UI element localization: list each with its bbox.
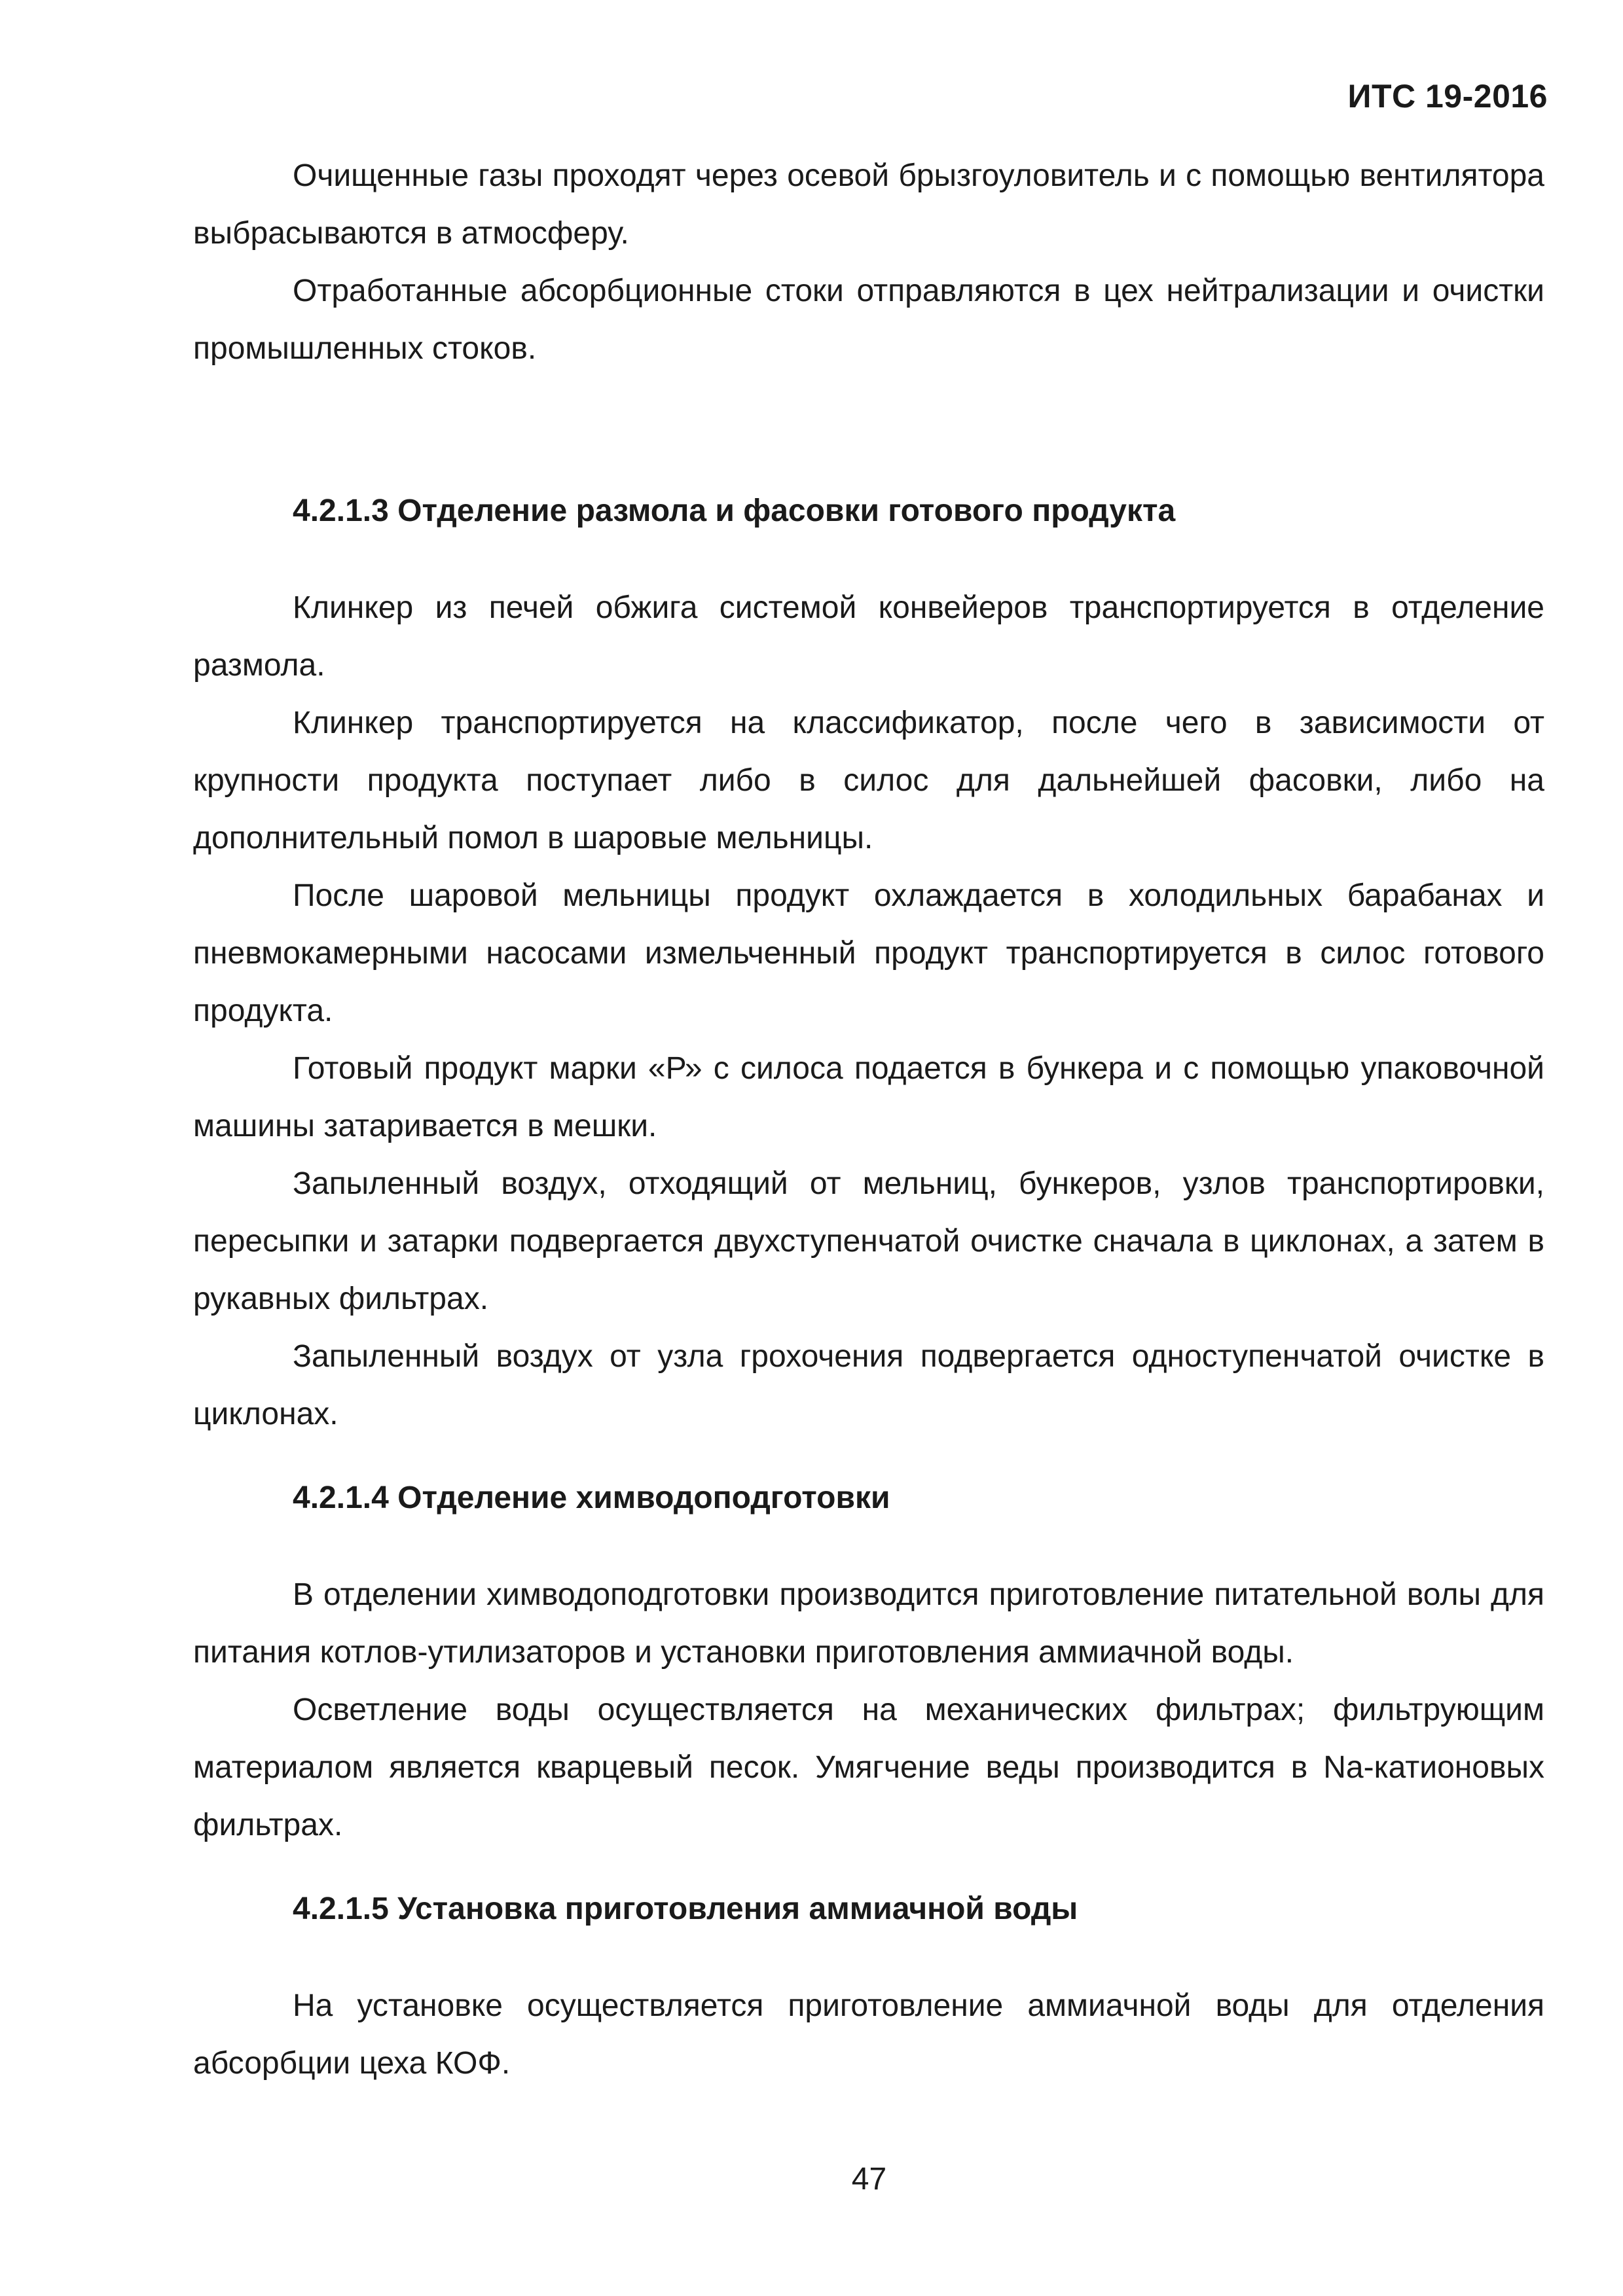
spacer: [193, 540, 1544, 579]
spacer: [193, 1938, 1544, 1977]
section-4213-paragraph-1: Клинкер из печей обжига системой конвейеров транспортируется в отделение размола.: [193, 590, 1544, 683]
spacer: [193, 378, 1544, 482]
section-4215-paragraph-1: На установке осуществляется приготовление аммиачной воды для отделения абсорбции цеха КОФ.: [193, 1988, 1544, 2081]
document-body: [193, 147, 1544, 2092]
section-4213-paragraph-4: Готовый продукт марки «Р» с силоса подается в бункера и с помощью упаковочной машины затаривается в мешки.: [193, 1051, 1544, 1143]
spacer: [193, 1443, 1544, 1469]
section-4213-title: 4.2.1.3 Отделение размола и фасовки готового продукта: [293, 493, 1176, 528]
section-4213-paragraph-2: Клинкер транспортируется на классификатор, после чего в зависимости от крупности продукта поступает либо в силос для дальнейшей фасовки, либо на дополнительный помол в шаровые мельницы.: [193, 706, 1544, 855]
section-4215-title: 4.2.1.5 Установка приготовления аммиачной воды: [293, 1892, 1078, 1926]
section-4213-paragraph-6: Запыленный воздух от узла грохочения подвергается одноступенчатой очистке в циклонах.: [193, 1339, 1544, 1431]
section-4214-title: 4.2.1.4 Отделение химводоподготовки: [293, 1480, 890, 1515]
section-4214-paragraph-1: В отделении химводоподготовки производится приготовление питательной волы для питания котлов-утилизаторов и установки приготовления аммиачной воды.: [193, 1577, 1544, 1670]
section-4213-paragraph-5: Запыленный воздух, отходящий от мельниц, бункеров, узлов транспортировки, пересыпки и затарки подвергается двухступенчатой очистке сначала в циклонах, а затем в рукавных фильтрах.: [193, 1166, 1544, 1316]
section-4214-paragraph-2: Осветление воды осуществляется на механических фильтрах; фильтрующим материалом является кварцевый песок. Умягчение веды производится в Na-катионовых фильтрах.: [193, 1693, 1544, 1842]
page-number: 47: [851, 2162, 887, 2197]
section-4213-paragraph-3: После шаровой мельницы продукт охлаждается в холодильных барабанах и пневмокамерными насосами измельченный продукт транспортируется в силос готового продукта.: [193, 878, 1544, 1028]
document-code: ИТС 19-2016: [1347, 78, 1548, 115]
spacer: [193, 1854, 1544, 1880]
spacer: [193, 1527, 1544, 1566]
intro-paragraph-1: Очищенные газы проходят через осевой брызгоуловитель и с помощью вентилятора выбрасываются в атмосферу.: [193, 158, 1544, 251]
intro-paragraph-2: Отработанные абсорбционные стоки отправляются в цех нейтрализации и очистки промышленных стоков.: [193, 274, 1544, 366]
